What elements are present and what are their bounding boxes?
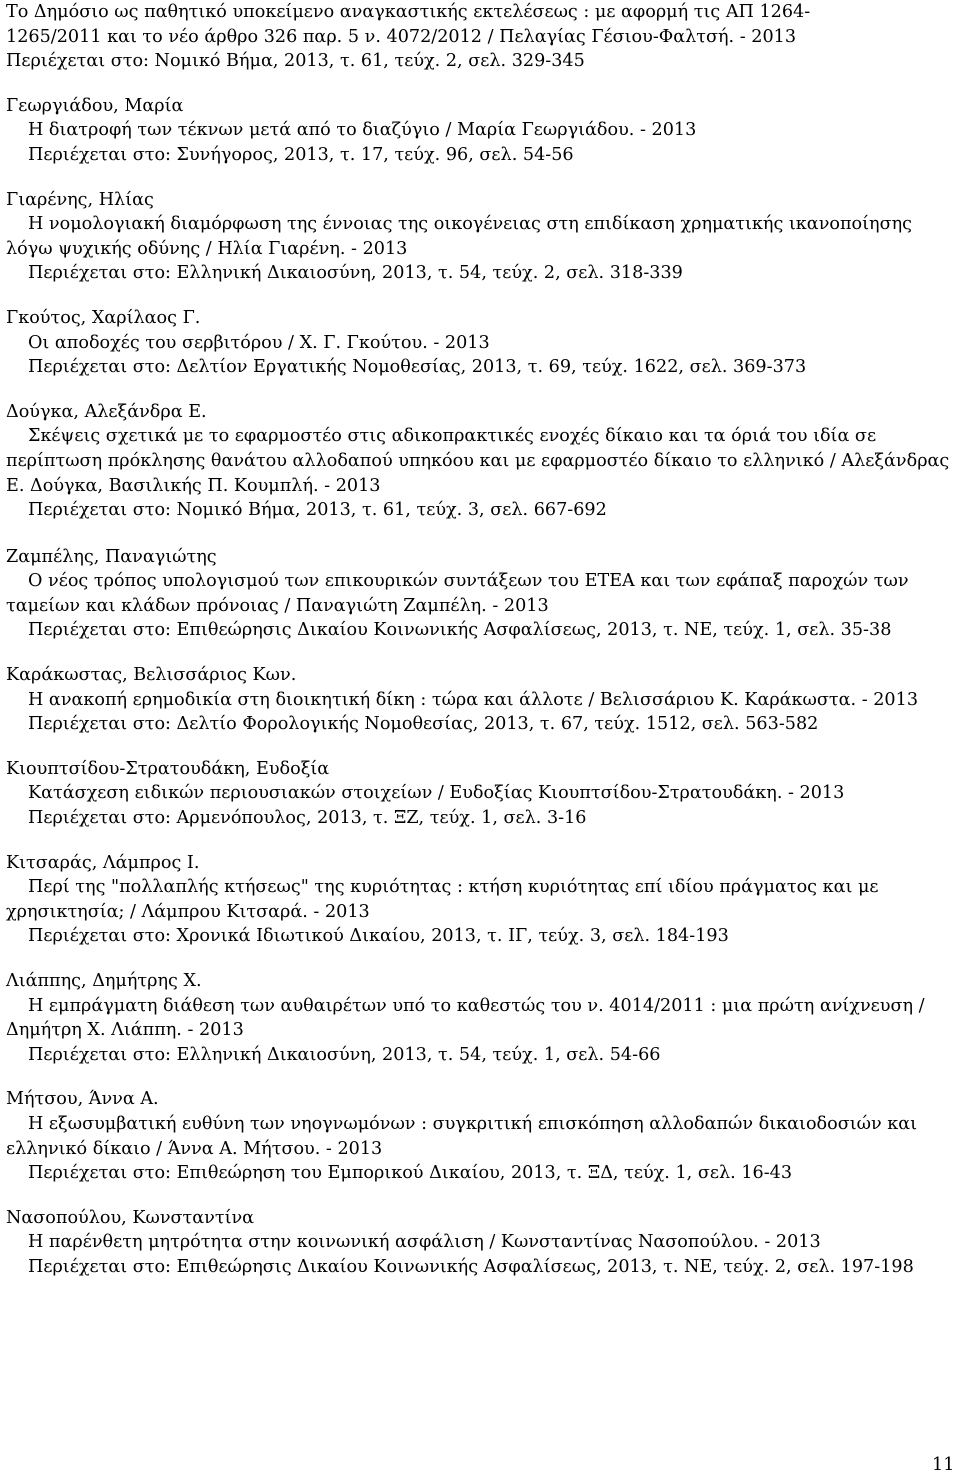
entry-author: Νασοπούλου, Κωνσταντίνα: [6, 1207, 255, 1228]
entry-source: Περιέχεται στο: Ελληνική Δικαιοσύνη, 2013, τ. 54, τεύχ. 2, σελ. 318-339: [28, 263, 683, 284]
bibliography-entry: [6, 757, 950, 831]
entry-title: Η διατροφή των τέκνων μετά από το διαζύγιο / Μαρία Γεωργιάδου. - 2013: [28, 120, 697, 141]
entry-author: Ζαμπέλης, Παναγιώτης: [6, 546, 217, 567]
entry-source: Περιέχεται στο: Αρμενόπουλος, 2013, τ. ΞΖ, τεύχ. 1, σελ. 3-16: [28, 808, 587, 829]
bibliography-entry: [6, 545, 950, 643]
bibliography-entry: [6, 188, 950, 286]
entry-author: Κιουπτσίδου-Στρατουδάκη, Ευδοξία: [6, 758, 330, 779]
entry-title: Η παρένθετη μητρότητα στην κοινωνική ασφάλιση / Κωνσταντίνας Νασοπούλου. - 2013: [28, 1232, 821, 1253]
bibliography-entry: [6, 94, 950, 168]
bibliography-entry: [6, 1087, 950, 1185]
entry-author: Καράκωστας, Βελισσάριος Κων.: [6, 665, 297, 686]
entry-author: Γκούτος, Χαρίλαος Γ.: [6, 307, 201, 328]
entry-title: Η ανακοπή ερημοδικία στη διοικητική δίκη : τώρα και άλλοτε / Βελισσάριου Κ. Καράκωστα. - 2013: [28, 689, 919, 710]
entry-source: Περιέχεται στο: Επιθεώρηση του Εμπορικού Δικαίου, 2013, τ. ΞΔ, τεύχ. 1, σελ. 16-43: [28, 1163, 793, 1184]
entry-source: Περιέχεται στο: Νομικό Βήμα, 2013, τ. 61, τεύχ. 2, σελ. 329-345: [6, 51, 585, 72]
entry-title: Σκέψεις σχετικά με το εφαρμοστέο στις αδικοπρακτικές ενοχές δίκαιο και τα όριά του ιδία σε περίπτωση πρόκλησης θανάτου αλλοδαπού υπηκόου και με εφαρμοστέο δίκαιο το ελληνικό / Αλεξάνδρας Ε. Δούγκα, Βασιλικής Π. Κουμπλή. - 2013: [6, 426, 950, 496]
bibliography-entry: [6, 851, 950, 949]
bibliography-entry: [6, 0, 950, 74]
entry-title: Η νομολογιακή διαμόρφωση της έννοιας της οικογένειας στη επιδίκαση χρηματικής ικανοποίησης λόγω ψυχικής οδύνης / Ηλία Γιαρένη. - 2013: [6, 214, 912, 259]
entry-author: Γεωργιάδου, Μαρία: [6, 95, 184, 116]
entry-source: Περιέχεται στο: Δελτίο Φορολογικής Νομοθεσίας, 2013, τ. 67, τεύχ. 1512, σελ. 563-582: [28, 714, 819, 735]
entry-author: Γιαρένης, Ηλίας: [6, 189, 154, 210]
entry-author: Λιάππης, Δημήτρης Χ.: [6, 971, 202, 991]
bibliography-list: [6, 0, 950, 1300]
entry-source: Περιέχεται στο: Επιθεώρησις Δικαίου Κοινωνικής Ασφαλίσεως, 2013, τ. ΝΕ, τεύχ. 2, σελ. 197-198: [28, 1256, 914, 1277]
entry-title: Περί της "πολλαπλής κτήσεως" της κυριότητας : κτήση κυριότητας επί ιδίου πράγματος και με χρησικτησία; / Λάμπρου Κιτσαρά. - 2013: [6, 877, 879, 922]
bibliography-entry: [6, 663, 950, 737]
entry-author: Μήτσου, Άννα Α.: [6, 1089, 159, 1110]
entry-author: Δούγκα, Αλεξάνδρα Ε.: [6, 401, 207, 422]
entry-title-continuation: 1265/2011 και το νέο άρθρο 326 παρ. 5 ν. 4072/2012 / Πελαγίας Γέσιου-Φαλτσή. - 2013: [6, 26, 797, 47]
bibliography-entry: [6, 969, 950, 1067]
entry-source: Περιέχεται στο: Ελληνική Δικαιοσύνη, 2013, τ. 54, τεύχ. 1, σελ. 54-66: [28, 1044, 661, 1065]
entry-author: Κιτσαράς, Λάμπρος Ι.: [6, 852, 200, 873]
entry-source: Περιέχεται στο: Χρονικά Ιδιωτικού Δικαίου, 2013, τ. ΙΓ, τεύχ. 3, σελ. 184-193: [28, 926, 729, 947]
entry-source: Περιέχεται στο: Συνήγορος, 2013, τ. 17, τεύχ. 96, σελ. 54-56: [28, 144, 574, 165]
entry-title: Η εξωσυμβατική ευθύνη των νηογνωμόνων : συγκριτική επισκόπηση αλλοδαπών δικαιοδοσιών και ελληνικό δίκαιο / Άννα Α. Μήτσου. - 2013: [6, 1113, 918, 1159]
entry-source: Περιέχεται στο: Δελτίον Εργατικής Νομοθεσίας, 2013, τ. 69, τεύχ. 1622, σελ. 369-373: [28, 357, 807, 378]
entry-source: Περιέχεται στο: Επιθεώρησις Δικαίου Κοινωνικής Ασφαλίσεως, 2013, τ. ΝΕ, τεύχ. 1, σελ. 35-38: [28, 620, 892, 641]
entry-title: Κατάσχεση ειδικών περιουσιακών στοιχείων / Ευδοξίας Κιουπτσίδου-Στρατουδάκη. - 2013: [28, 783, 845, 804]
bibliography-entry: [6, 400, 950, 523]
entry-title: Οι αποδοχές του σερβιτόρου / Χ. Γ. Γκούτου. - 2013: [28, 332, 490, 353]
bibliography-entry: [6, 306, 950, 380]
page-number: 11: [932, 1455, 955, 1475]
bibliography-entry: [6, 1206, 950, 1280]
entry-title: Ο νέος τρόπος υπολογισμού των επικουρικών συντάξεων του ΕΤΕΑ και των εφάπαξ παροχών των ταμείων και κλάδων πρόνοιας / Παναγιώτη Ζαμπέλη. - 2013: [6, 571, 909, 616]
entry-source: Περιέχεται στο: Νομικό Βήμα, 2013, τ. 61, τεύχ. 3, σελ. 667-692: [28, 500, 607, 521]
entry-title: Το Δημόσιο ως παθητικό υποκείμενο αναγκαστικής εκτελέσεως : με αφορμή τις ΑΠ 1264-: [6, 2, 811, 22]
entry-title: Η εμπράγματη διάθεση των αυθαιρέτων υπό το καθεστώς του ν. 4014/2011 : μια πρώτη ανίχνευση / Δημήτρη Χ. Λιάππη. - 2013: [6, 995, 925, 1041]
